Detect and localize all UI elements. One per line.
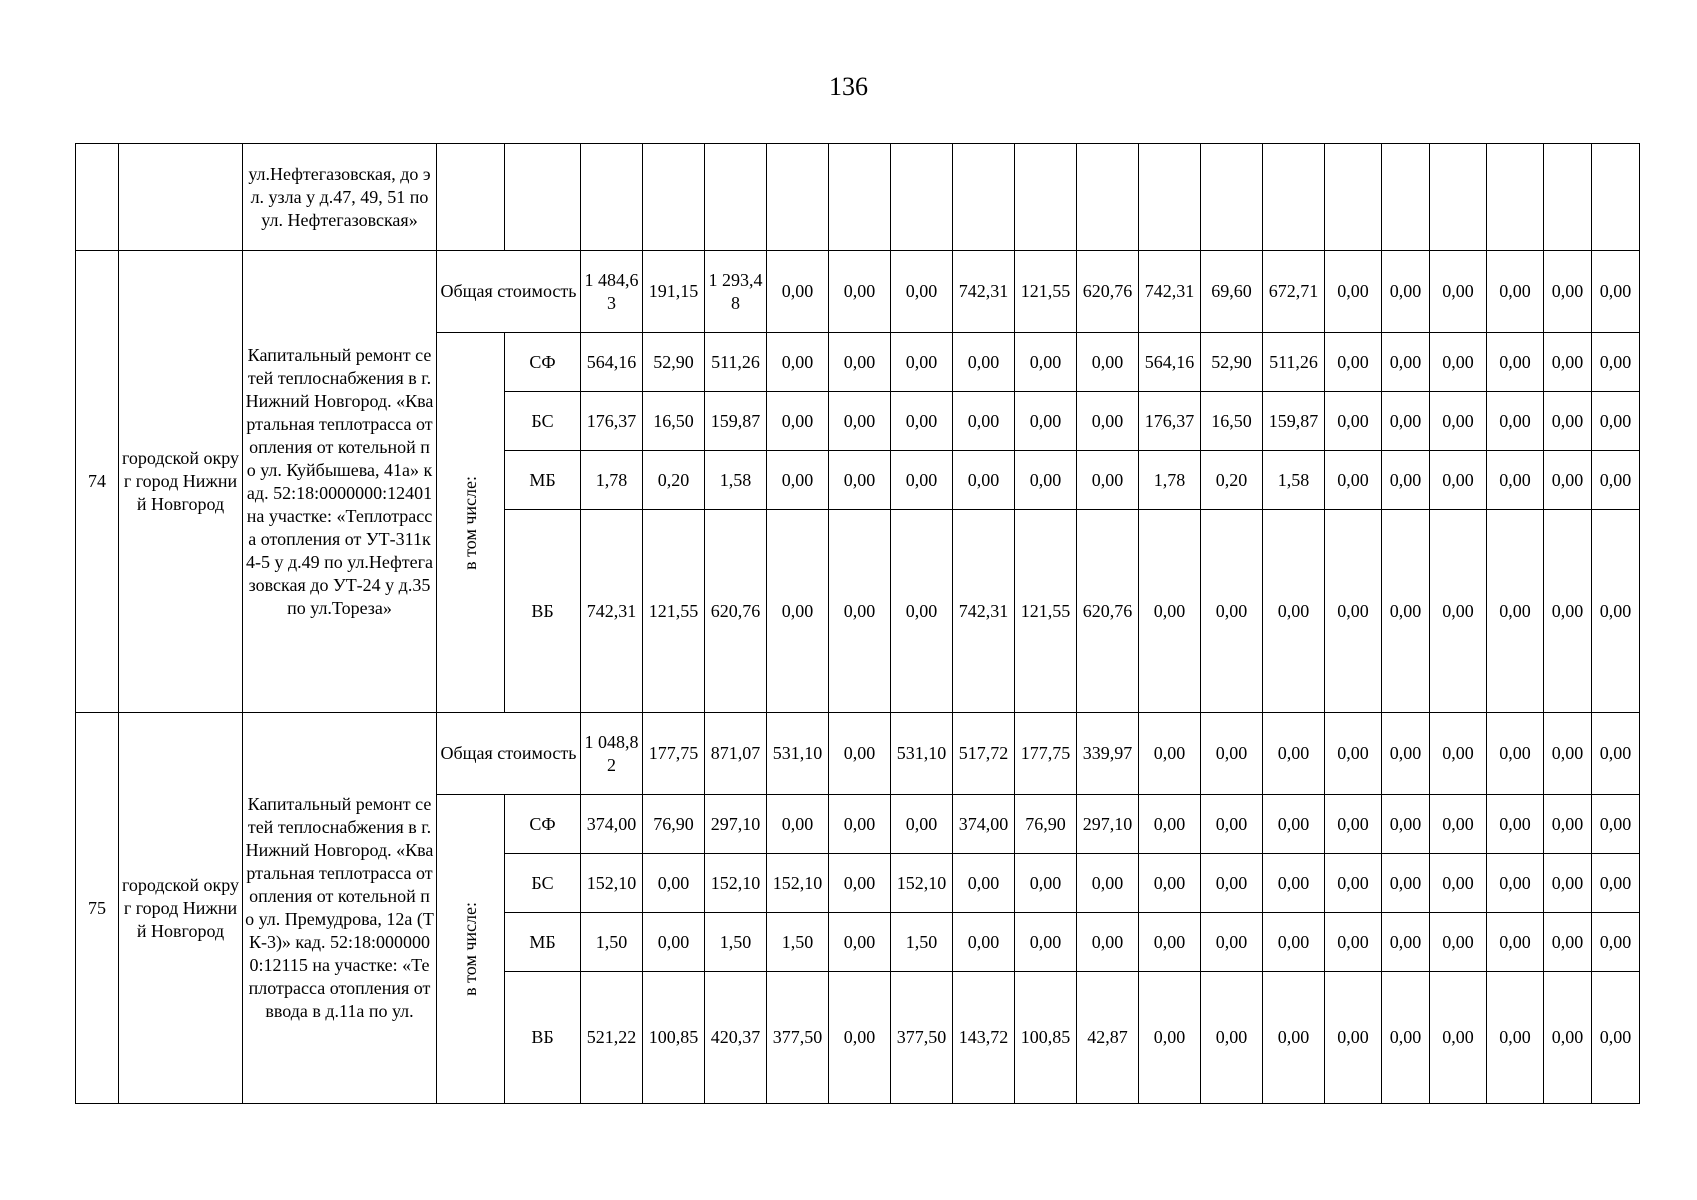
value-cell: 159,87 bbox=[1263, 392, 1325, 451]
value-cell: 517,72 bbox=[953, 713, 1015, 795]
num-cell bbox=[76, 144, 119, 251]
empty-cell bbox=[891, 144, 953, 251]
including-label-cell bbox=[437, 795, 505, 1104]
empty-cell bbox=[1139, 144, 1201, 251]
value-cell: 0,00 bbox=[953, 451, 1015, 510]
value-cell: 0,00 bbox=[829, 392, 891, 451]
value-cell: 0,00 bbox=[767, 251, 829, 333]
value-cell: 0,00 bbox=[891, 451, 953, 510]
value-cell: 1,50 bbox=[581, 913, 643, 972]
value-cell: 0,00 bbox=[643, 913, 705, 972]
value-cell: 0,00 bbox=[1430, 795, 1487, 854]
value-cell: 0,00 bbox=[1263, 913, 1325, 972]
object-description: Капитальный ремонт сетей теплоснабжения в г.Нижний Новгород. «Квартальная теплотрасса отопления от котельной по ул. Куйбышева, 41а» кад. 52:18:0000000:12401 на участке: «Теплотрасса отопления от УТ-311к4-5 у д.49 по ул.Нефтегазовская до УТ-24 у д.35 по ул.Тореза» bbox=[243, 251, 437, 713]
value-cell: 0,00 bbox=[1201, 972, 1263, 1104]
empty-cell bbox=[767, 144, 829, 251]
value-cell: 0,00 bbox=[1139, 972, 1201, 1104]
value-cell: 0,00 bbox=[1382, 913, 1430, 972]
value-cell: 0,00 bbox=[829, 854, 891, 913]
value-cell: 521,22 bbox=[581, 972, 643, 1104]
value-cell: 0,00 bbox=[829, 510, 891, 713]
budget-table bbox=[75, 143, 1640, 1104]
value-cell: 121,55 bbox=[1015, 251, 1077, 333]
value-cell: 0,00 bbox=[1325, 913, 1382, 972]
value-cell: 0,00 bbox=[767, 451, 829, 510]
value-cell: 176,37 bbox=[1139, 392, 1201, 451]
value-cell: 0,00 bbox=[1487, 451, 1544, 510]
value-cell: 0,00 bbox=[1544, 451, 1592, 510]
value-cell: 191,15 bbox=[643, 251, 705, 333]
value-cell: 0,00 bbox=[1592, 251, 1640, 333]
value-cell: 0,00 bbox=[829, 713, 891, 795]
value-cell: 377,50 bbox=[767, 972, 829, 1104]
empty-cell bbox=[1487, 144, 1544, 251]
empty-cell bbox=[1325, 144, 1382, 251]
municipality: городской округ город Нижний Новгород bbox=[119, 713, 243, 1104]
value-cell: 1,50 bbox=[891, 913, 953, 972]
page-number: 136 bbox=[829, 72, 868, 101]
value-cell: 176,37 bbox=[581, 392, 643, 451]
empty-cell bbox=[581, 144, 643, 251]
total-cost-label: Общая стоимость bbox=[437, 713, 581, 795]
funding-source-label: СФ bbox=[505, 333, 581, 392]
value-cell: 1 484,63 bbox=[581, 251, 643, 333]
funding-source-label: ВБ bbox=[505, 510, 581, 713]
value-cell: 0,00 bbox=[1544, 510, 1592, 713]
value-cell: 0,00 bbox=[1382, 392, 1430, 451]
empty-cell bbox=[829, 144, 891, 251]
value-cell: 0,00 bbox=[1487, 713, 1544, 795]
funding-source-label: ВБ bbox=[505, 972, 581, 1104]
funding-source-label: МБ bbox=[505, 913, 581, 972]
value-cell: 0,00 bbox=[1592, 713, 1640, 795]
value-cell: 0,00 bbox=[891, 510, 953, 713]
value-cell: 0,00 bbox=[1487, 251, 1544, 333]
value-cell: 121,55 bbox=[643, 510, 705, 713]
value-cell: 1,78 bbox=[581, 451, 643, 510]
value-cell: 52,90 bbox=[643, 333, 705, 392]
value-cell: 0,20 bbox=[643, 451, 705, 510]
total-cost-label: Общая стоимость bbox=[437, 251, 581, 333]
value-cell: 177,75 bbox=[643, 713, 705, 795]
value-cell: 0,00 bbox=[1325, 972, 1382, 1104]
value-cell: 0,00 bbox=[1201, 913, 1263, 972]
value-cell: 0,00 bbox=[1430, 854, 1487, 913]
value-cell: 0,00 bbox=[1077, 451, 1139, 510]
value-cell: 0,00 bbox=[1015, 913, 1077, 972]
including-label-cell bbox=[437, 333, 505, 713]
value-cell: 0,00 bbox=[1487, 972, 1544, 1104]
value-cell: 0,00 bbox=[1430, 333, 1487, 392]
value-cell: 0,00 bbox=[891, 251, 953, 333]
value-cell: 0,00 bbox=[1015, 392, 1077, 451]
value-cell: 0,00 bbox=[1382, 251, 1430, 333]
value-cell: 177,75 bbox=[1015, 713, 1077, 795]
value-cell: 0,00 bbox=[1325, 510, 1382, 713]
value-cell: 742,31 bbox=[581, 510, 643, 713]
value-cell: 0,00 bbox=[1139, 510, 1201, 713]
value-cell: 152,10 bbox=[581, 854, 643, 913]
value-cell: 511,26 bbox=[1263, 333, 1325, 392]
value-cell: 0,00 bbox=[1382, 510, 1430, 713]
value-cell: 69,60 bbox=[1201, 251, 1263, 333]
value-cell: 339,97 bbox=[1077, 713, 1139, 795]
value-cell: 0,00 bbox=[1325, 392, 1382, 451]
value-cell: 0,00 bbox=[767, 392, 829, 451]
empty-cell bbox=[1544, 144, 1592, 251]
value-cell: 0,00 bbox=[1430, 713, 1487, 795]
value-cell: 620,76 bbox=[705, 510, 767, 713]
value-cell: 0,00 bbox=[1382, 451, 1430, 510]
value-cell: 100,85 bbox=[1015, 972, 1077, 1104]
value-cell: 297,10 bbox=[1077, 795, 1139, 854]
value-cell: 0,00 bbox=[1325, 451, 1382, 510]
value-cell: 564,16 bbox=[1139, 333, 1201, 392]
value-cell: 0,00 bbox=[1139, 913, 1201, 972]
value-cell: 0,00 bbox=[1592, 451, 1640, 510]
value-cell: 0,00 bbox=[891, 333, 953, 392]
value-cell: 0,00 bbox=[1487, 913, 1544, 972]
value-cell: 121,55 bbox=[1015, 510, 1077, 713]
value-cell: 742,31 bbox=[953, 251, 1015, 333]
value-cell: 152,10 bbox=[767, 854, 829, 913]
total-row bbox=[76, 251, 1640, 333]
value-cell: 42,87 bbox=[1077, 972, 1139, 1104]
value-cell: 0,00 bbox=[1263, 972, 1325, 1104]
value-cell: 564,16 bbox=[581, 333, 643, 392]
value-cell: 1,78 bbox=[1139, 451, 1201, 510]
including-label: в том числе: bbox=[460, 475, 480, 570]
value-cell: 0,00 bbox=[643, 854, 705, 913]
value-cell: 0,00 bbox=[1592, 333, 1640, 392]
value-cell: 0,00 bbox=[1430, 972, 1487, 1104]
value-cell: 0,00 bbox=[1487, 333, 1544, 392]
value-cell: 0,00 bbox=[767, 333, 829, 392]
value-cell: 0,00 bbox=[1263, 795, 1325, 854]
value-cell: 0,00 bbox=[891, 392, 953, 451]
value-cell: 0,00 bbox=[1382, 795, 1430, 854]
value-cell: 143,72 bbox=[953, 972, 1015, 1104]
value-cell: 0,00 bbox=[1382, 972, 1430, 1104]
value-cell: 152,10 bbox=[891, 854, 953, 913]
value-cell: 0,00 bbox=[1544, 251, 1592, 333]
value-cell: 531,10 bbox=[767, 713, 829, 795]
value-cell: 0,00 bbox=[829, 333, 891, 392]
municipality: городской округ город Нижний Новгород bbox=[119, 251, 243, 713]
value-cell: 511,26 bbox=[705, 333, 767, 392]
empty-cell bbox=[705, 144, 767, 251]
entry-number: 74 bbox=[76, 251, 119, 713]
funding-source-label: БС bbox=[505, 854, 581, 913]
empty-cell bbox=[1015, 144, 1077, 251]
empty-cell bbox=[437, 144, 505, 251]
value-cell: 0,00 bbox=[1544, 913, 1592, 972]
value-cell: 0,00 bbox=[1263, 510, 1325, 713]
value-cell: 871,07 bbox=[705, 713, 767, 795]
value-cell: 16,50 bbox=[1201, 392, 1263, 451]
value-cell: 0,00 bbox=[953, 392, 1015, 451]
value-cell: 0,00 bbox=[1077, 392, 1139, 451]
empty-cell bbox=[1263, 144, 1325, 251]
value-cell: 0,00 bbox=[1592, 392, 1640, 451]
value-cell: 52,90 bbox=[1201, 333, 1263, 392]
value-cell: 0,00 bbox=[1263, 854, 1325, 913]
value-cell: 0,00 bbox=[1139, 713, 1201, 795]
object-description: Капитальный ремонт сетей теплоснабжения в г.Нижний Новгород. «Квартальная теплотрасса отопления от котельной по ул. Премудрова, 12а (ТК-3)» кад. 52:18:0000000:12115 на участке: «Теплотрасса отопления от ввода в д.11а по ул. bbox=[243, 713, 437, 1104]
value-cell: 0,00 bbox=[767, 510, 829, 713]
value-cell: 16,50 bbox=[643, 392, 705, 451]
value-cell: 620,76 bbox=[1077, 510, 1139, 713]
value-cell: 0,00 bbox=[1139, 795, 1201, 854]
value-cell: 1,58 bbox=[1263, 451, 1325, 510]
description-cell: ул.Нефтегазовская, до эл. узла у д.47, 49, 51 по ул. Нефтегазовская» bbox=[243, 144, 437, 251]
value-cell: 152,10 bbox=[705, 854, 767, 913]
value-cell: 0,00 bbox=[1325, 251, 1382, 333]
empty-cell bbox=[505, 144, 581, 251]
value-cell: 159,87 bbox=[705, 392, 767, 451]
value-cell: 531,10 bbox=[891, 713, 953, 795]
value-cell: 0,00 bbox=[1015, 854, 1077, 913]
value-cell: 0,00 bbox=[1487, 795, 1544, 854]
municipality-cell bbox=[119, 144, 243, 251]
empty-cell bbox=[953, 144, 1015, 251]
value-cell: 297,10 bbox=[705, 795, 767, 854]
entry-number: 75 bbox=[76, 713, 119, 1104]
value-cell: 374,00 bbox=[581, 795, 643, 854]
funding-source-label: МБ bbox=[505, 451, 581, 510]
value-cell: 76,90 bbox=[1015, 795, 1077, 854]
empty-cell bbox=[643, 144, 705, 251]
value-cell: 0,00 bbox=[829, 913, 891, 972]
empty-cell bbox=[1430, 144, 1487, 251]
value-cell: 0,00 bbox=[829, 795, 891, 854]
value-cell: 620,76 bbox=[1077, 251, 1139, 333]
value-cell: 0,00 bbox=[1430, 251, 1487, 333]
empty-cell bbox=[1382, 144, 1430, 251]
value-cell: 0,00 bbox=[1325, 333, 1382, 392]
value-cell: 0,00 bbox=[1544, 854, 1592, 913]
value-cell: 0,00 bbox=[829, 451, 891, 510]
value-cell: 0,00 bbox=[1592, 972, 1640, 1104]
value-cell: 0,00 bbox=[1263, 713, 1325, 795]
value-cell: 0,00 bbox=[1077, 333, 1139, 392]
value-cell: 0,00 bbox=[1592, 795, 1640, 854]
value-cell: 1 293,48 bbox=[705, 251, 767, 333]
value-cell: 0,00 bbox=[1544, 333, 1592, 392]
value-cell: 0,00 bbox=[767, 795, 829, 854]
value-cell: 0,00 bbox=[1382, 854, 1430, 913]
value-cell: 0,00 bbox=[1201, 795, 1263, 854]
value-cell: 1,58 bbox=[705, 451, 767, 510]
empty-cell bbox=[1592, 144, 1640, 251]
value-cell: 0,00 bbox=[1201, 854, 1263, 913]
funding-source-label: СФ bbox=[505, 795, 581, 854]
value-cell: 0,00 bbox=[1544, 713, 1592, 795]
value-cell: 0,00 bbox=[953, 854, 1015, 913]
value-cell: 0,00 bbox=[1139, 854, 1201, 913]
value-cell: 0,00 bbox=[1015, 333, 1077, 392]
value-cell: 377,50 bbox=[891, 972, 953, 1104]
value-cell: 1,50 bbox=[705, 913, 767, 972]
value-cell: 0,00 bbox=[953, 333, 1015, 392]
value-cell: 0,00 bbox=[1077, 913, 1139, 972]
value-cell: 0,00 bbox=[1487, 510, 1544, 713]
value-cell: 0,00 bbox=[891, 795, 953, 854]
value-cell: 420,37 bbox=[705, 972, 767, 1104]
value-cell: 0,00 bbox=[1544, 972, 1592, 1104]
value-cell: 0,00 bbox=[1015, 451, 1077, 510]
value-cell: 0,00 bbox=[1487, 392, 1544, 451]
value-cell: 0,00 bbox=[1544, 795, 1592, 854]
value-cell: 0,00 bbox=[1592, 854, 1640, 913]
value-cell: 0,20 bbox=[1201, 451, 1263, 510]
value-cell: 0,00 bbox=[1382, 713, 1430, 795]
value-cell: 0,00 bbox=[1325, 854, 1382, 913]
empty-cell bbox=[1201, 144, 1263, 251]
value-cell: 1,50 bbox=[767, 913, 829, 972]
value-cell: 0,00 bbox=[1077, 854, 1139, 913]
value-cell: 0,00 bbox=[1382, 333, 1430, 392]
value-cell: 0,00 bbox=[1201, 713, 1263, 795]
funding-source-label: БС bbox=[505, 392, 581, 451]
value-cell: 0,00 bbox=[1430, 510, 1487, 713]
value-cell: 0,00 bbox=[1544, 392, 1592, 451]
value-cell: 742,31 bbox=[953, 510, 1015, 713]
total-row bbox=[76, 713, 1640, 795]
continuation-row bbox=[76, 144, 1640, 251]
value-cell: 100,85 bbox=[643, 972, 705, 1104]
value-cell: 0,00 bbox=[1430, 913, 1487, 972]
value-cell: 76,90 bbox=[643, 795, 705, 854]
including-label: в том числе: bbox=[460, 902, 480, 996]
empty-cell bbox=[1077, 144, 1139, 251]
value-cell: 742,31 bbox=[1139, 251, 1201, 333]
value-cell: 0,00 bbox=[1592, 913, 1640, 972]
value-cell: 0,00 bbox=[1430, 392, 1487, 451]
value-cell: 0,00 bbox=[1325, 713, 1382, 795]
value-cell: 374,00 bbox=[953, 795, 1015, 854]
value-cell: 0,00 bbox=[1325, 795, 1382, 854]
value-cell: 0,00 bbox=[1592, 510, 1640, 713]
value-cell: 672,71 bbox=[1263, 251, 1325, 333]
value-cell: 0,00 bbox=[829, 251, 891, 333]
value-cell: 0,00 bbox=[1430, 451, 1487, 510]
value-cell: 0,00 bbox=[1201, 510, 1263, 713]
value-cell: 1 048,82 bbox=[581, 713, 643, 795]
value-cell: 0,00 bbox=[829, 972, 891, 1104]
value-cell: 0,00 bbox=[953, 913, 1015, 972]
value-cell: 0,00 bbox=[1487, 854, 1544, 913]
